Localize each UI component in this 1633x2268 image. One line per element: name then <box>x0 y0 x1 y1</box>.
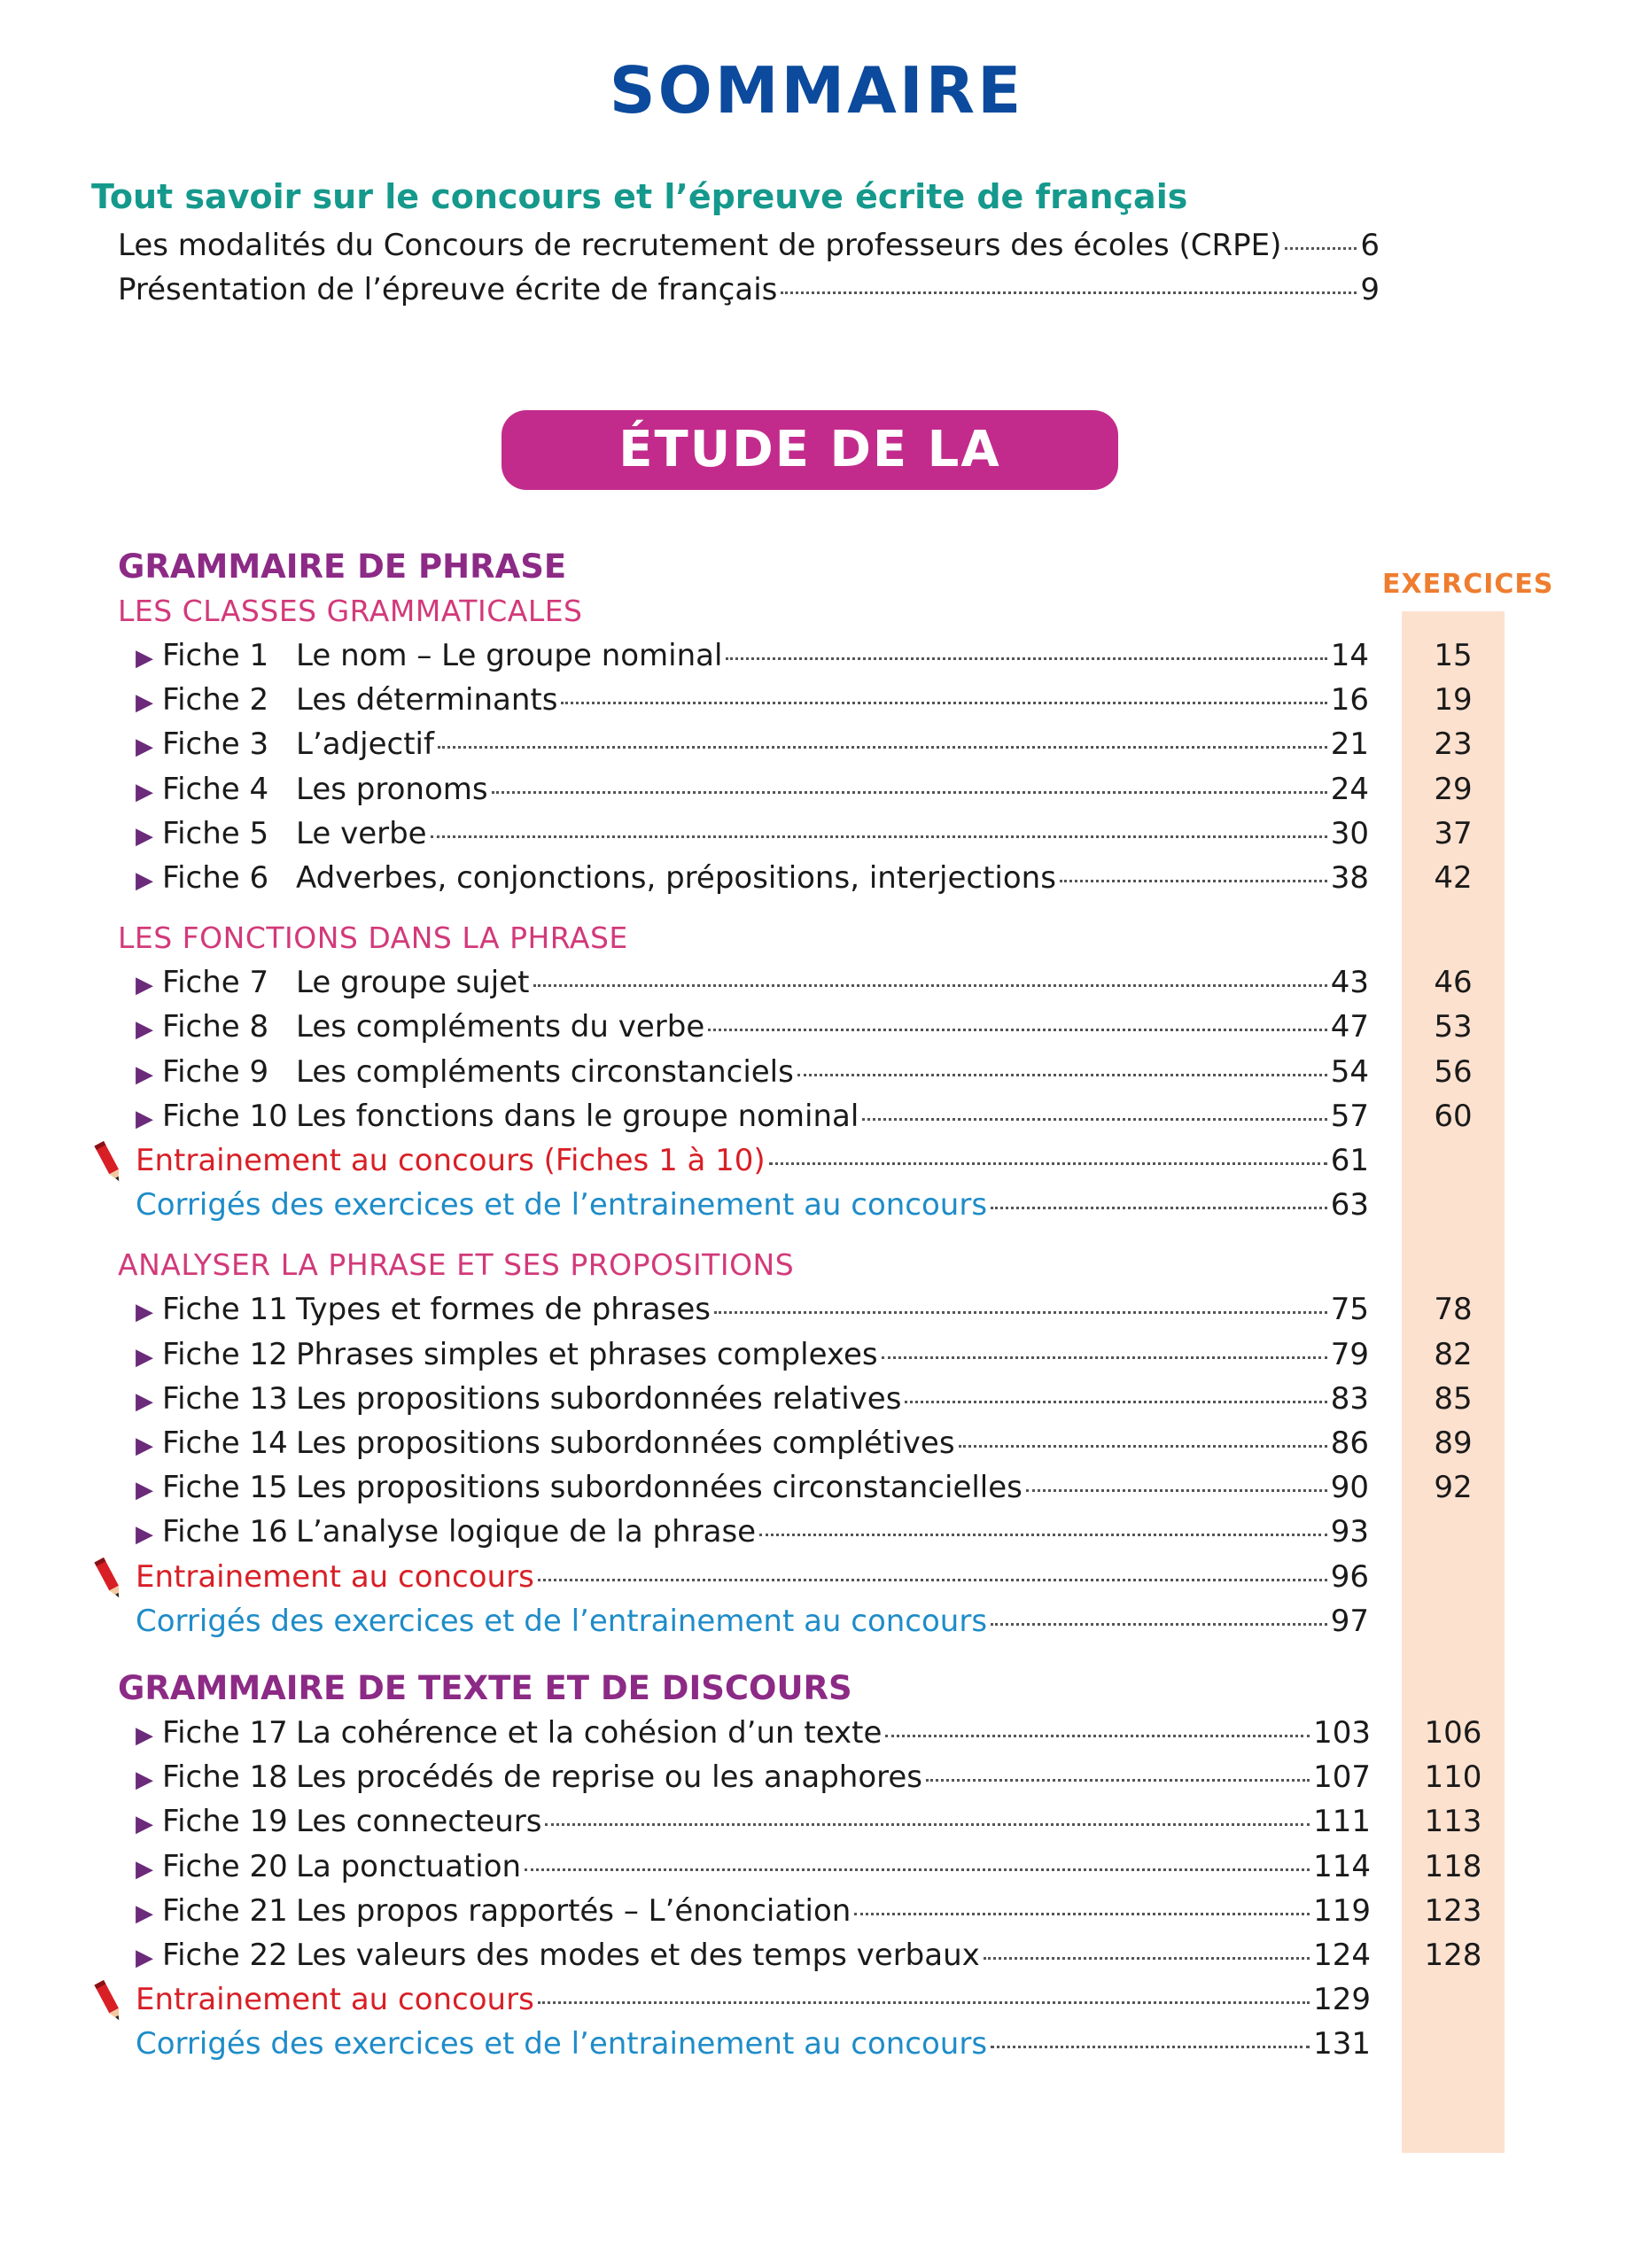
fiche-label: Fiche 12 <box>162 1336 288 1372</box>
bullet-triangle-icon: ▶ <box>136 1060 153 1088</box>
bullet-triangle-icon: ▶ <box>136 1521 153 1549</box>
fiche-label: Fiche 13 <box>162 1380 288 1417</box>
bullet-triangle-icon: ▶ <box>136 822 153 850</box>
dot-leader <box>926 1779 1310 1782</box>
toc-row[interactable] <box>136 1470 1473 1514</box>
fiche-label: Fiche 14 <box>162 1425 288 1461</box>
bullet-triangle-icon: ▶ <box>136 1722 153 1749</box>
toc-entry-text: Le nom – Le groupe nominal <box>296 638 723 673</box>
exercise-page-number: 123 <box>1424 1892 1482 1929</box>
fiche-label: Fiche 20 <box>162 1848 288 1884</box>
page-number: 54 <box>1330 1053 1369 1090</box>
fiche-label: Fiche 5 <box>162 815 269 851</box>
section-heading: GRAMMAIRE DE PHRASE <box>118 548 567 586</box>
page-number: 111 <box>1313 1804 1371 1840</box>
section-heading: GRAMMAIRE DE TEXTE ET DE DISCOURS <box>118 1669 852 1707</box>
exercise-page-number: 78 <box>1434 1292 1473 1328</box>
toc-entry-text: Entrainement au concours <box>136 1558 534 1595</box>
page-number: 43 <box>1330 965 1369 1001</box>
page-number: 9 <box>1360 272 1380 307</box>
dot-leader <box>538 1579 1327 1581</box>
page-number: 16 <box>1330 682 1369 718</box>
toc-entry-text: Entrainement au concours (Fiches 1 à 10) <box>136 1143 766 1178</box>
toc-row[interactable] <box>136 1098 1473 1143</box>
exercise-page-number: 29 <box>1434 771 1473 807</box>
fiche-label: Fiche 11 <box>162 1292 288 1328</box>
toc-row[interactable] <box>136 638 1473 682</box>
toc-entry-text: Entrainement au concours <box>136 1982 534 2018</box>
page-number: 103 <box>1313 1715 1371 1751</box>
exercise-page-number: 46 <box>1434 965 1473 1001</box>
toc-row[interactable] <box>136 1336 1473 1381</box>
dot-leader <box>545 1823 1310 1826</box>
bullet-triangle-icon: ▶ <box>136 867 153 894</box>
toc-entry-text: Les pronoms <box>296 771 488 807</box>
page-number: 57 <box>1330 1098 1369 1134</box>
toc-row[interactable] <box>136 1380 1473 1425</box>
subsection-heading: ANALYSER LA PHRASE ET SES PROPOSITIONS <box>118 1247 795 1283</box>
toc-row[interactable] <box>136 682 1473 726</box>
toc-entry-text: Types et formes de phrases <box>296 1292 711 1328</box>
exercise-page-number: 85 <box>1434 1380 1473 1417</box>
subsection-heading: LES CLASSES GRAMMATICALES <box>118 594 583 628</box>
dot-leader <box>769 1162 1327 1165</box>
toc-entry-text: Les déterminants <box>296 682 558 718</box>
exercise-page-number: 15 <box>1434 638 1473 673</box>
page-number: 24 <box>1330 771 1369 807</box>
exercise-page-number: 82 <box>1434 1336 1473 1372</box>
page-number: 30 <box>1330 815 1369 851</box>
toc-row[interactable] <box>118 272 1380 316</box>
dot-leader <box>561 702 1326 704</box>
toc-entry-text: Le verbe <box>296 815 427 851</box>
bullet-triangle-icon: ▶ <box>136 1105 153 1132</box>
toc-row[interactable] <box>136 1292 1473 1336</box>
page-number: 93 <box>1330 1514 1369 1550</box>
page-number: 83 <box>1330 1380 1369 1417</box>
page-number: 47 <box>1330 1009 1369 1045</box>
toc-entry-text: Les propositions subordonnées complétives <box>296 1425 955 1461</box>
fiche-label: Fiche 21 <box>162 1892 288 1929</box>
page-number: 38 <box>1330 860 1369 896</box>
fiche-label: Fiche 22 <box>162 1938 288 1973</box>
toc-entry-text: Présentation de l’épreuve écrite de français <box>118 272 778 307</box>
dot-leader <box>781 291 1357 294</box>
dot-leader <box>533 984 1327 987</box>
toc-row[interactable] <box>136 815 1473 860</box>
page-number: 6 <box>1360 228 1380 263</box>
toc-row[interactable] <box>136 860 1473 905</box>
toc-row[interactable] <box>136 1938 1482 1982</box>
toc-entry-text: Phrases simples et phrases complexes <box>296 1336 878 1372</box>
dot-leader <box>1060 880 1327 882</box>
exercise-page-number: 92 <box>1434 1470 1473 1506</box>
fiche-label: Fiche 7 <box>162 965 269 1001</box>
dot-leader <box>708 1029 1326 1031</box>
toc-entry-text: L’adjectif <box>296 726 434 763</box>
fiche-label: Fiche 9 <box>162 1053 269 1090</box>
bullet-triangle-icon: ▶ <box>136 1855 153 1883</box>
dot-leader <box>1026 1489 1327 1492</box>
page-number: 97 <box>1330 1603 1369 1639</box>
bullet-triangle-icon: ▶ <box>136 1299 153 1326</box>
bullet-triangle-icon: ▶ <box>136 1767 153 1794</box>
page-number: 86 <box>1330 1425 1369 1461</box>
pencil-icon <box>91 1138 127 1187</box>
bullet-triangle-icon: ▶ <box>136 1477 153 1504</box>
page-number: 21 <box>1330 726 1369 763</box>
dot-leader <box>759 1534 1327 1536</box>
fiche-label: Fiche 16 <box>162 1514 288 1550</box>
subsection-heading: LES FONCTIONS DANS LA PHRASE <box>118 920 628 956</box>
page-number: 75 <box>1330 1292 1369 1328</box>
dot-leader <box>797 1074 1327 1076</box>
page-number: 107 <box>1313 1759 1371 1796</box>
fiche-label: Fiche 8 <box>162 1009 269 1045</box>
page-number: 61 <box>1330 1143 1369 1178</box>
dot-leader <box>714 1311 1327 1314</box>
exercise-page-number: 56 <box>1434 1053 1473 1090</box>
toc-row[interactable] <box>136 1425 1473 1470</box>
page-number: 114 <box>1313 1848 1371 1884</box>
page-title: SOMMAIRE <box>609 53 1024 128</box>
toc-row[interactable] <box>136 1804 1482 1848</box>
exercise-page-number: 42 <box>1434 860 1473 896</box>
fiche-label: Fiche 1 <box>162 638 269 673</box>
corriges-row[interactable] <box>136 2026 1371 2070</box>
fiche-label: Fiche 2 <box>162 682 269 718</box>
toc-row[interactable] <box>136 1848 1482 1893</box>
toc-entry-text: Adverbes, conjonctions, prépositions, interjections <box>296 860 1056 896</box>
dot-leader <box>525 1868 1310 1871</box>
dot-leader <box>959 1445 1327 1448</box>
bullet-triangle-icon: ▶ <box>136 972 153 999</box>
toc-row[interactable] <box>136 1759 1482 1804</box>
dot-leader <box>885 1735 1310 1737</box>
pencil-icon <box>91 1977 127 2026</box>
bullet-triangle-icon: ▶ <box>136 1343 153 1371</box>
toc-entry-text: Les propositions subordonnées relatives <box>296 1380 902 1417</box>
exercise-page-number: 37 <box>1434 815 1473 851</box>
toc-entry-text: Corrigés des exercices et de l’entrainement au concours <box>136 1187 988 1223</box>
dot-leader <box>991 2046 1310 2048</box>
toc-row[interactable] <box>136 1514 1369 1558</box>
exercise-page-number: 19 <box>1434 682 1473 718</box>
toc-entry-text: Les compléments du verbe <box>296 1009 705 1045</box>
toc-entry-text: Les compléments circonstanciels <box>296 1053 794 1090</box>
page-number: 96 <box>1330 1558 1369 1595</box>
bullet-triangle-icon: ▶ <box>136 1945 153 1971</box>
bullet-triangle-icon: ▶ <box>136 1387 153 1415</box>
dot-leader <box>991 1207 1327 1209</box>
bullet-triangle-icon: ▶ <box>136 778 153 805</box>
toc-entry-text: Les propos rapportés – L’énonciation <box>296 1892 851 1929</box>
training-row[interactable] <box>136 1559 1369 1604</box>
toc-entry-text: Corrigés des exercices et de l’entrainement au concours <box>136 2026 988 2062</box>
dot-leader <box>438 746 1327 749</box>
corriges-row[interactable] <box>136 1187 1369 1231</box>
toc-entry-text: Les modalités du Concours de recrutement de professeurs des écoles (CRPE) <box>118 228 1282 263</box>
toc-row[interactable] <box>136 1892 1482 1938</box>
toc-entry-text: La cohérence et la cohésion d’un texte <box>296 1715 883 1751</box>
dot-leader <box>854 1913 1310 1915</box>
toc-entry-text: Les valeurs des modes et des temps verbaux <box>296 1938 980 1973</box>
toc-row[interactable] <box>118 228 1380 272</box>
bullet-triangle-icon: ▶ <box>136 689 153 717</box>
bullet-triangle-icon: ▶ <box>136 1016 153 1044</box>
page-number: 129 <box>1313 1982 1371 2018</box>
fiche-label: Fiche 15 <box>162 1470 288 1506</box>
toc-entry-text: Les fonctions dans le groupe nominal <box>296 1098 859 1134</box>
toc-row[interactable] <box>136 726 1473 771</box>
dot-leader <box>726 657 1326 660</box>
toc-row[interactable] <box>136 965 1473 1009</box>
dot-leader <box>882 1356 1327 1359</box>
page-number: 119 <box>1313 1892 1371 1929</box>
toc-row[interactable] <box>136 1009 1473 1053</box>
toc-row[interactable] <box>136 1715 1482 1759</box>
pencil-icon <box>91 1554 127 1604</box>
toc-row[interactable] <box>136 771 1473 816</box>
exercise-page-number: 113 <box>1424 1804 1482 1840</box>
exercise-page-number: 128 <box>1424 1938 1482 1973</box>
corriges-row[interactable] <box>136 1604 1369 1648</box>
exercise-page-number: 23 <box>1434 726 1473 763</box>
exercise-page-number: 89 <box>1434 1425 1473 1461</box>
dot-leader <box>431 835 1327 838</box>
toc-entry-text: Les connecteurs <box>296 1804 542 1840</box>
exercise-page-number: 118 <box>1424 1848 1482 1884</box>
dot-leader <box>991 1623 1327 1626</box>
training-row[interactable] <box>136 1143 1369 1187</box>
toc-entry-text: La ponctuation <box>296 1848 522 1884</box>
fiche-label: Fiche 17 <box>162 1715 288 1751</box>
dot-leader <box>1285 247 1357 250</box>
fiche-label: Fiche 3 <box>162 726 269 763</box>
page-number: 14 <box>1330 638 1369 673</box>
dot-leader <box>492 791 1327 794</box>
page-number: 124 <box>1313 1938 1371 1973</box>
page-number: 131 <box>1313 2026 1371 2062</box>
bullet-triangle-icon: ▶ <box>136 1899 153 1927</box>
fiche-label: Fiche 10 <box>162 1098 288 1134</box>
exercise-page-number: 110 <box>1424 1759 1482 1796</box>
fiche-label: Fiche 4 <box>162 771 269 807</box>
exercise-page-number: 53 <box>1434 1009 1473 1045</box>
toc-entry-text: Le groupe sujet <box>296 965 530 1001</box>
toc-entry-text: L’analyse logique de la phrase <box>296 1514 757 1550</box>
page-number: 79 <box>1330 1336 1369 1372</box>
dot-leader <box>862 1118 1326 1121</box>
fiche-label: Fiche 6 <box>162 860 269 896</box>
bullet-triangle-icon: ▶ <box>136 645 153 672</box>
dot-leader <box>538 2001 1310 2004</box>
toc-entry-text: Corrigés des exercices et de l’entrainement au concours <box>136 1603 988 1639</box>
toc-row[interactable] <box>136 1053 1473 1099</box>
fiche-label: Fiche 19 <box>162 1804 288 1840</box>
bullet-triangle-icon: ▶ <box>136 734 153 761</box>
exercices-header: EXERCICES <box>1382 569 1554 600</box>
toc-entry-text: Les propositions subordonnées circonstancielles <box>296 1470 1023 1506</box>
toc-entry-text: Les procédés de reprise ou les anaphores <box>296 1759 922 1796</box>
training-row[interactable] <box>136 1982 1371 2026</box>
exercise-page-number: 106 <box>1424 1715 1482 1751</box>
section-banner: ÉTUDE DE LA LANGUE <box>502 410 1118 490</box>
dot-leader <box>905 1401 1326 1403</box>
dot-leader <box>984 1957 1310 1960</box>
bullet-triangle-icon: ▶ <box>136 1811 153 1838</box>
page-number: 63 <box>1330 1187 1369 1223</box>
intro-heading: Tout savoir sur le concours et l’épreuve écrite de français <box>91 177 1188 216</box>
exercise-page-number: 60 <box>1434 1098 1473 1134</box>
bullet-triangle-icon: ▶ <box>136 1433 153 1459</box>
page-number: 90 <box>1330 1470 1369 1506</box>
fiche-label: Fiche 18 <box>162 1759 288 1796</box>
